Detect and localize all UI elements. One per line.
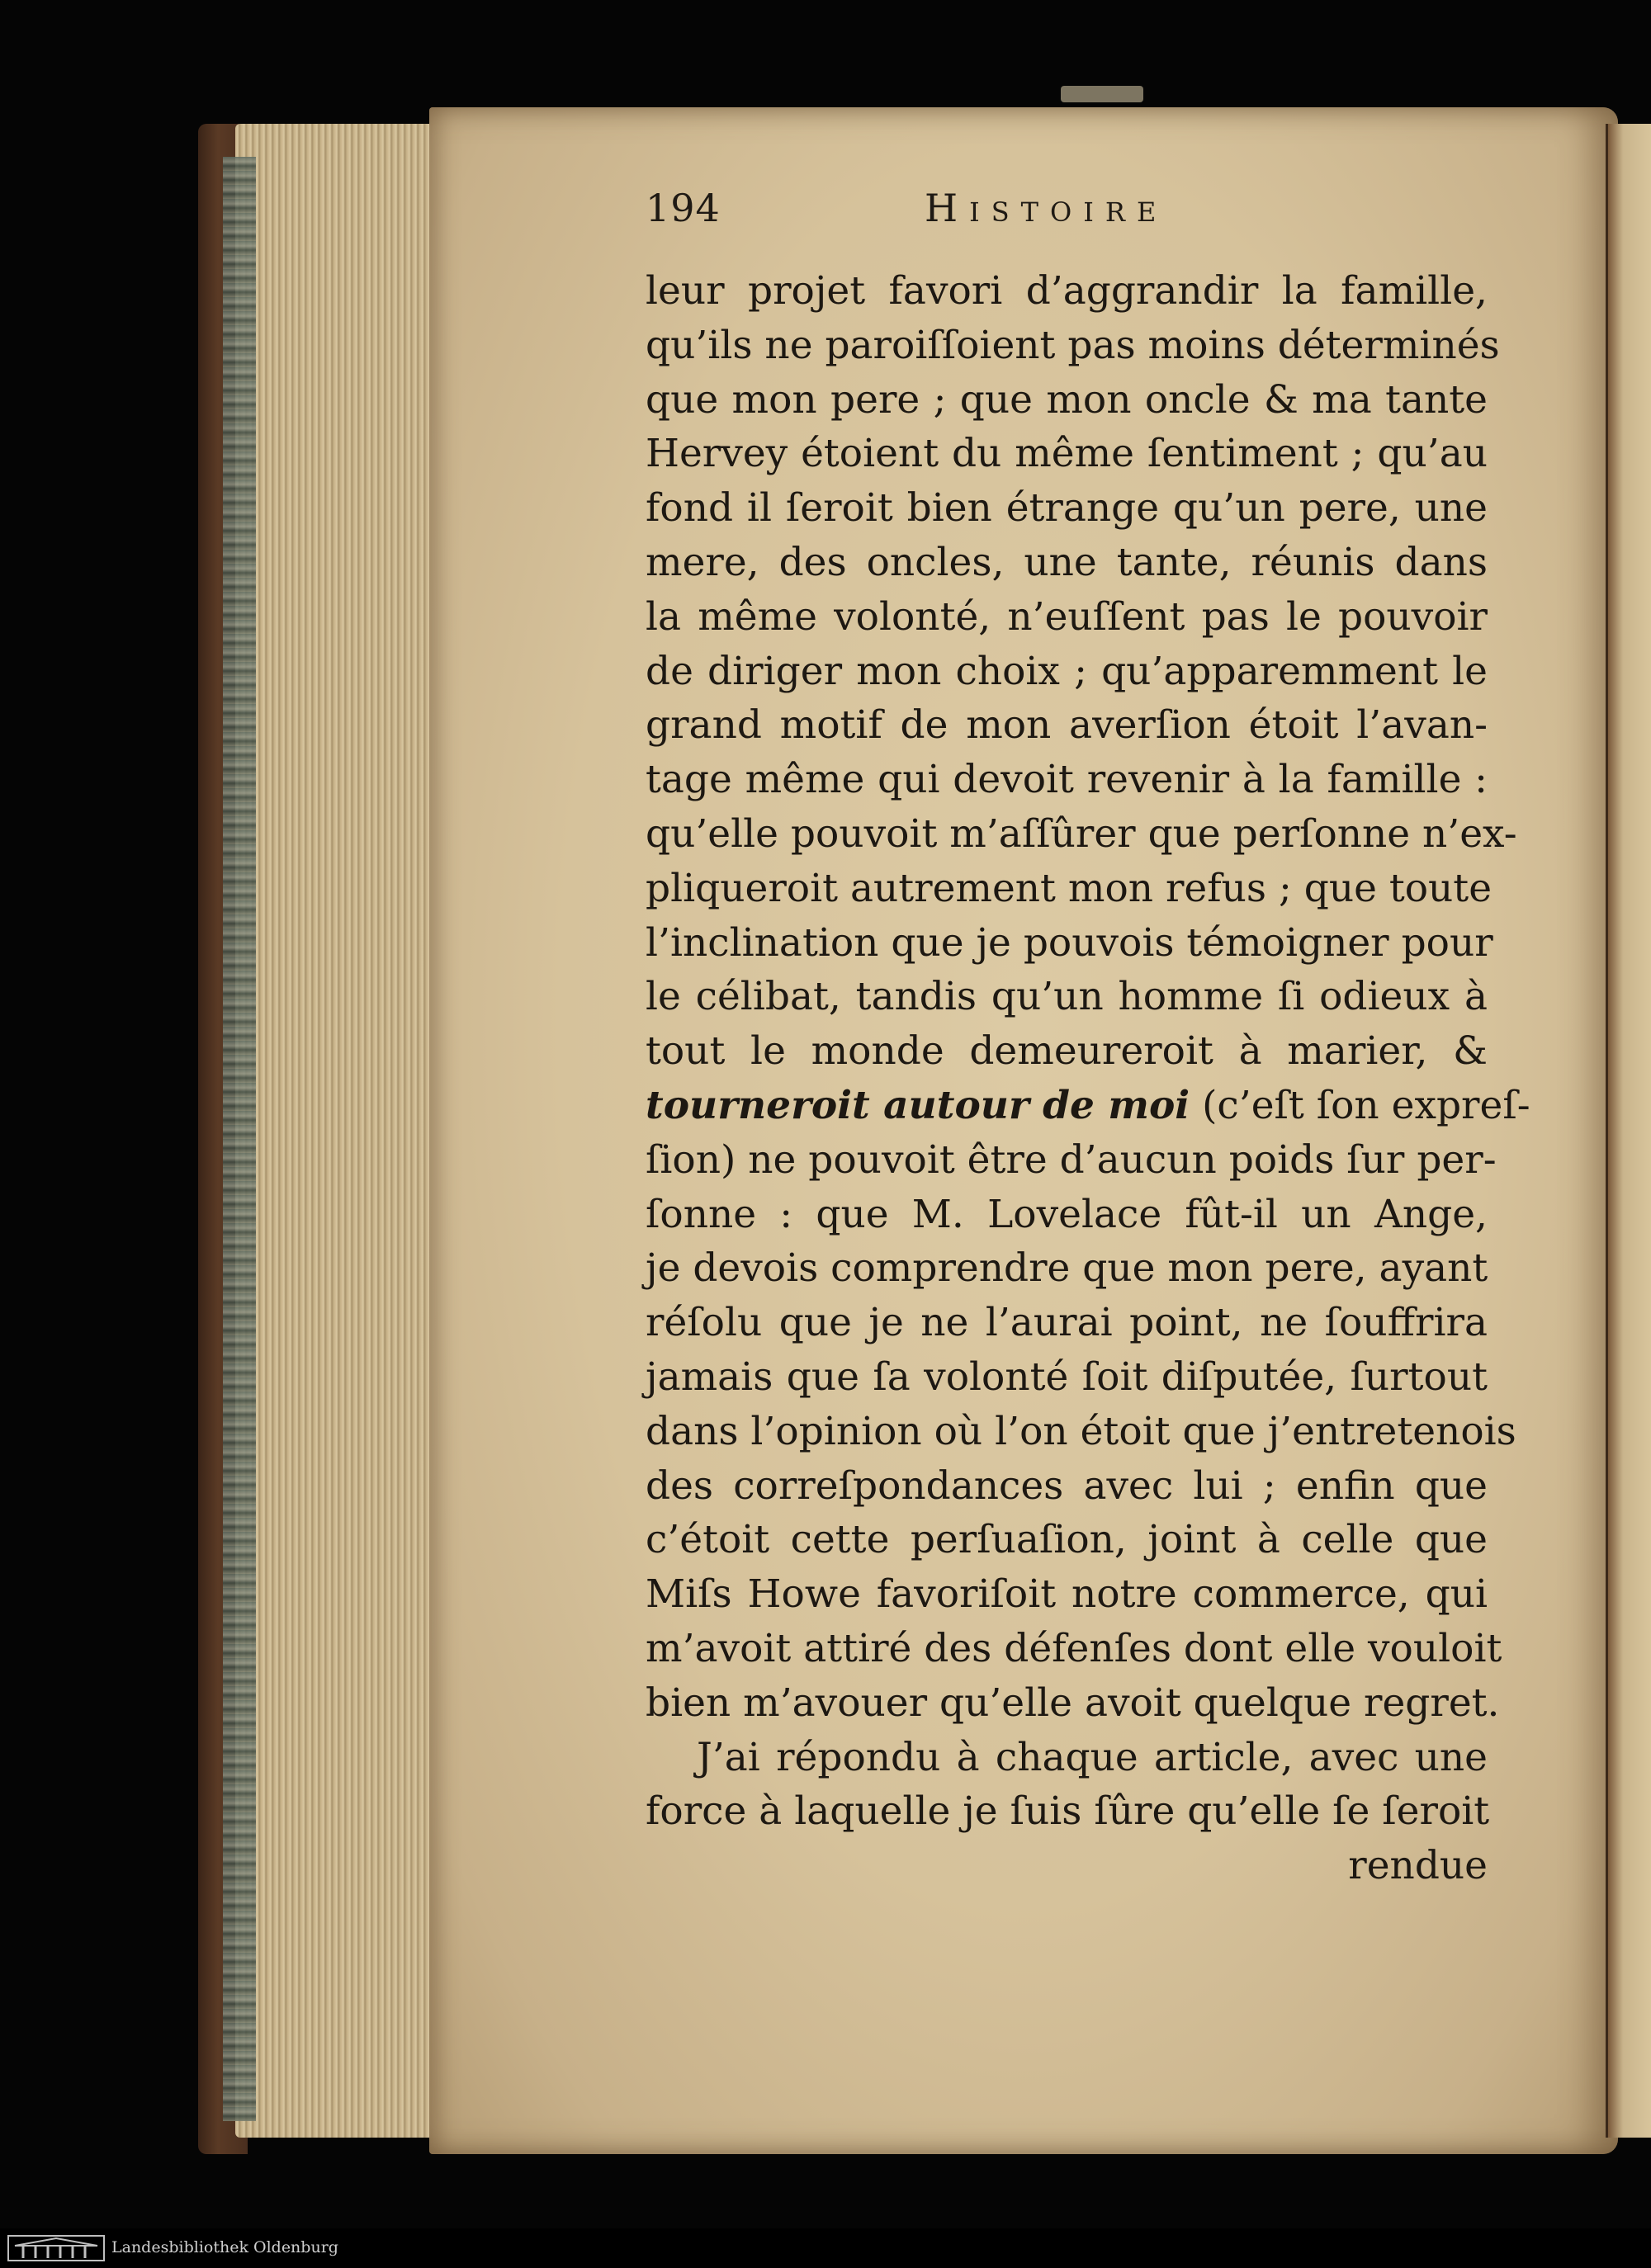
text-line: mere, des oncles, une tante, réunis dans	[646, 539, 1488, 585]
text-line-italic	[646, 1079, 1530, 1133]
text-line: le célibat, tandis qu’un homme ſi odieux à	[646, 974, 1488, 1020]
page-header	[646, 186, 1471, 243]
page-edges	[235, 124, 442, 2138]
text-line: des correſpondances avec lui ; enfin que	[646, 1462, 1488, 1509]
text-line: qu’ils ne paroiſſoient pas moins déterminés	[646, 322, 1500, 368]
running-title: Histoire	[925, 186, 1168, 230]
marbled-edge	[223, 157, 256, 2121]
text-line: de diriger mon choix ; qu’apparemment le	[646, 648, 1488, 694]
text-line: ſion) ne pouvoit être d’aucun poids ſur per-	[646, 1136, 1497, 1183]
text-line: force à laquelle je ſuis ſûre qu’elle ſe ſeroit	[646, 1788, 1490, 1835]
page-text	[646, 264, 1530, 1893]
text-line: réſolu que je ne l’aurai point, ne ſouffrira	[646, 1300, 1488, 1346]
italic-line-rest: (c’eſt ſon expreſ-	[1190, 1082, 1530, 1128]
text-line: c’étoit cette perſuaſion, joint à celle que	[646, 1517, 1488, 1563]
text-line: la même volonté, n’euſſent pas le pouvoir	[646, 593, 1488, 640]
italic-phrase: tourneroit autour de moi	[646, 1082, 1190, 1128]
facing-page-edge	[1606, 124, 1651, 2138]
footer-bar	[0, 2228, 1651, 2268]
text-line: que mon pere ; que mon oncle & ma tante	[646, 376, 1488, 423]
text-line: l’inclination que je pouvois témoigner pour	[646, 919, 1493, 966]
text-line: pliqueroit autrement mon refus ; que toute	[646, 865, 1493, 911]
text-line: tage même qui devoit revenir à la famille :	[646, 757, 1488, 803]
library-name: Landesbibliothek Oldenburg	[111, 2238, 338, 2256]
library-building-icon	[7, 2234, 106, 2262]
paragraph-end-line: bien m’avouer qu’elle avoit quelque regret.	[646, 1680, 1500, 1726]
page-number: 194	[646, 186, 721, 230]
text-line: fond il ſeroit bien étrange qu’un pere, une	[646, 485, 1488, 532]
text-line: grand motif de mon averſion étoit l’avan-	[646, 702, 1488, 749]
text-line: qu’elle pouvoit m’aſſûrer que perſonne n’ex-	[646, 810, 1517, 857]
book-clasp	[1061, 86, 1143, 102]
text-line: Miſs Howe favoriſoit notre commerce, qui	[646, 1571, 1488, 1618]
text-line: jamais que ſa volonté ſoit diſputée, ſurtout	[646, 1354, 1488, 1400]
text-line: tout le monde demeureroit à marier, &	[646, 1028, 1488, 1075]
text-line: je devois comprendre que mon pere, ayant	[646, 1245, 1488, 1292]
paragraph-first-line: J’ai répondu à chaque article, avec une	[697, 1734, 1488, 1780]
catchword: rendue	[1348, 1843, 1488, 1889]
text-line: Hervey étoient du même ſentiment ; qu’au	[646, 431, 1488, 477]
text-line: leur projet favori d’aggrandir la famille,	[646, 268, 1488, 314]
text-line: m’avoit attiré des défenſes dont elle vouloit	[646, 1625, 1502, 1671]
text-line: dans l’opinion où l’on étoit que j’entretenois	[646, 1408, 1516, 1454]
text-line: ſonne : que M. Lovelace fût-il un Ange,	[646, 1191, 1488, 1237]
